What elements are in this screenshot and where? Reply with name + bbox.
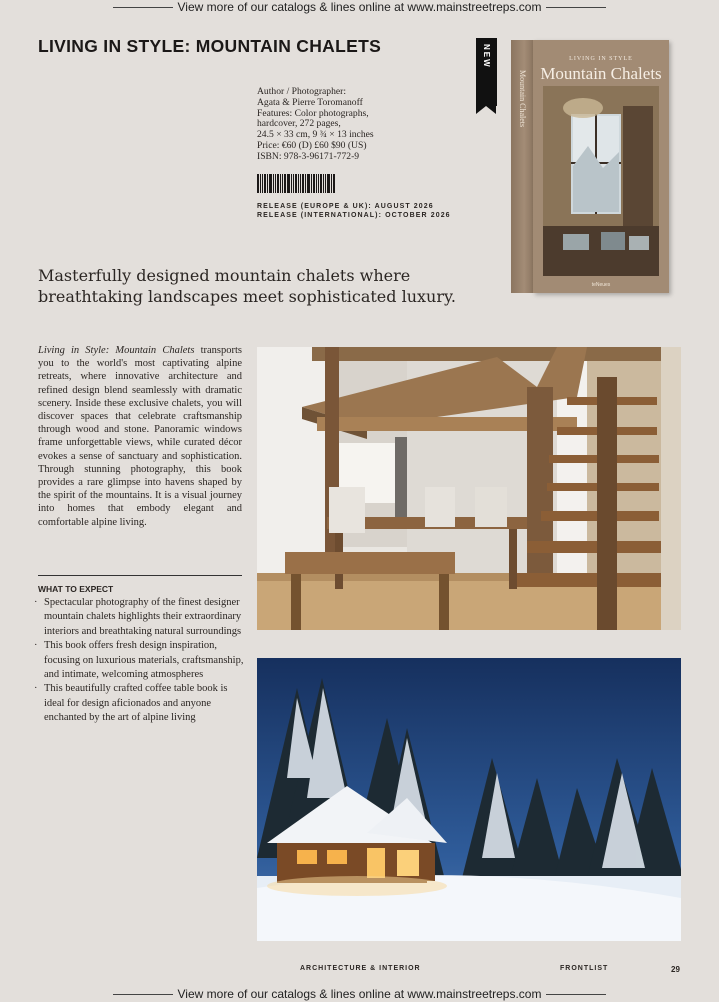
meta-line: 24.5 × 33 cm, 9 ¾ × 13 inches <box>257 129 374 141</box>
barcode-bar <box>298 174 299 193</box>
barcode-bar <box>305 174 306 193</box>
barcode-bar <box>257 174 259 193</box>
bottom-banner-text: View more of our catalogs & lines online at www.mainstreetreps.com <box>177 987 542 1001</box>
book-front-cover <box>533 40 669 293</box>
barcode-bar <box>331 174 332 193</box>
barcode-bar <box>307 174 310 193</box>
footer-section: FRONTLIST <box>560 965 609 972</box>
book-details <box>257 87 467 163</box>
snow-chalet-photo <box>257 658 681 941</box>
book-spine <box>511 40 533 293</box>
release-europe: RELEASE (EUROPE & UK): AUGUST 2026 <box>257 203 434 210</box>
barcode-bar <box>287 174 290 193</box>
barcode-bar <box>327 174 330 193</box>
barcode-bar <box>284 174 286 193</box>
bullet-text: This beautifully crafted coffee table book is ideal for design aficionados and anyone enchanted by the art of alpine living <box>44 683 228 724</box>
meta-line: Author / Photographer: <box>257 86 346 97</box>
bullet-icon: · <box>34 683 38 695</box>
tagline: Masterfully designed mountain chalets where breathtaking landscapes meet sophisticated luxury. <box>38 266 456 306</box>
description <box>38 344 242 529</box>
release-dates <box>257 202 451 220</box>
description-title: Living in Style: Mountain Chalets <box>38 345 195 356</box>
barcode-bar <box>269 174 272 193</box>
barcode-bar <box>262 174 263 193</box>
barcode-bar <box>264 174 266 193</box>
top-banner-text: View more of our catalogs & lines online at www.mainstreetreps.com <box>177 0 542 14</box>
bullet-text: This book offers fresh design inspiration, focusing on luxurious materials, craftsmanship, and intimate, welcoming atmospheres <box>44 640 244 681</box>
barcode-bar <box>277 174 279 193</box>
book-cover-image <box>511 40 669 293</box>
cover-title: Mountain Chalets <box>540 64 662 83</box>
meta-line: Agata & Pierre Toromanoff <box>257 96 363 108</box>
barcode-bar <box>295 174 297 193</box>
new-badge-label: NEW <box>482 44 491 69</box>
barcode-bar <box>313 174 315 193</box>
barcode-bar <box>333 174 335 193</box>
banner-rule-right <box>546 7 606 8</box>
barcode-bar <box>260 174 261 193</box>
barcode-bar <box>323 174 324 193</box>
interior-photo <box>257 347 681 630</box>
banner-rule-left <box>113 994 173 995</box>
section-divider <box>38 575 242 576</box>
barcode-bar <box>302 174 304 193</box>
barcode-bar <box>273 174 274 193</box>
barcode-bar <box>280 174 281 193</box>
footer-category: ARCHITECTURE & INTERIOR <box>300 965 421 972</box>
page-title: LIVING IN STYLE: MOUNTAIN CHALETS <box>38 36 382 56</box>
barcode-bar <box>293 174 294 193</box>
barcode-bar <box>282 174 283 193</box>
barcode-bar <box>316 174 317 193</box>
barcode-bar <box>311 174 312 193</box>
top-banner <box>0 0 719 14</box>
barcode-bar <box>275 174 276 193</box>
cover-series: LIVING IN STYLE <box>569 56 633 62</box>
banner-rule-right <box>546 994 606 995</box>
barcode-bar <box>318 174 319 193</box>
barcode-bar <box>320 174 322 193</box>
release-international: RELEASE (INTERNATIONAL): OCTOBER 2026 <box>257 212 451 219</box>
meta-line: ISBN: 978-3-96171-772-9 <box>257 150 360 162</box>
banner-rule-left <box>113 7 173 8</box>
barcode-bar <box>291 174 292 193</box>
barcode-icon <box>257 174 351 193</box>
bottom-banner <box>0 987 719 1001</box>
barcode-bar <box>267 174 268 193</box>
cover-publisher: teNeues <box>591 282 611 288</box>
meta-line: hardcover, 272 pages, <box>257 118 341 130</box>
meta-line: Price: €60 (D) £60 $90 (US) <box>257 139 367 151</box>
meta-line: Features: Color photographs, <box>257 107 369 119</box>
page-number: 29 <box>671 965 680 974</box>
new-badge <box>476 38 497 106</box>
book-spine-title: Mountain Chalets <box>518 70 527 128</box>
list-item <box>34 596 246 639</box>
cover-photo <box>543 86 659 276</box>
barcode-bar <box>300 174 301 193</box>
bullet-icon: · <box>34 640 38 652</box>
barcode-bar <box>325 174 326 193</box>
bullet-text: Spectacular photography of the finest designer mountain chalets highlights their extraordinary interiors and breathtaking natural surroundings <box>44 597 242 637</box>
bullet-icon: · <box>34 597 38 608</box>
what-to-expect-heading: WHAT TO EXPECT <box>38 584 114 594</box>
description-text: transports you to the world's most captivating alpine retreats, where innovative architecture and refined design blend seamlessly with dramatic scenery. Inside these exclusive chalets, you will discover spaces that celebrate craftsmanship through wood and stone. Panoramic windows frame unforgettable views, while curated décor evokes a sense of sanctuary and sophistication. Through stunning photography, this book provides a rare glimpse into havens shaped by the spirit of the mountains. It is a visual journey into homes that embody elegant and comfortable alpine living. <box>38 345 242 528</box>
list-item <box>34 639 246 682</box>
list-item <box>34 682 246 725</box>
what-to-expect-list <box>34 596 246 726</box>
